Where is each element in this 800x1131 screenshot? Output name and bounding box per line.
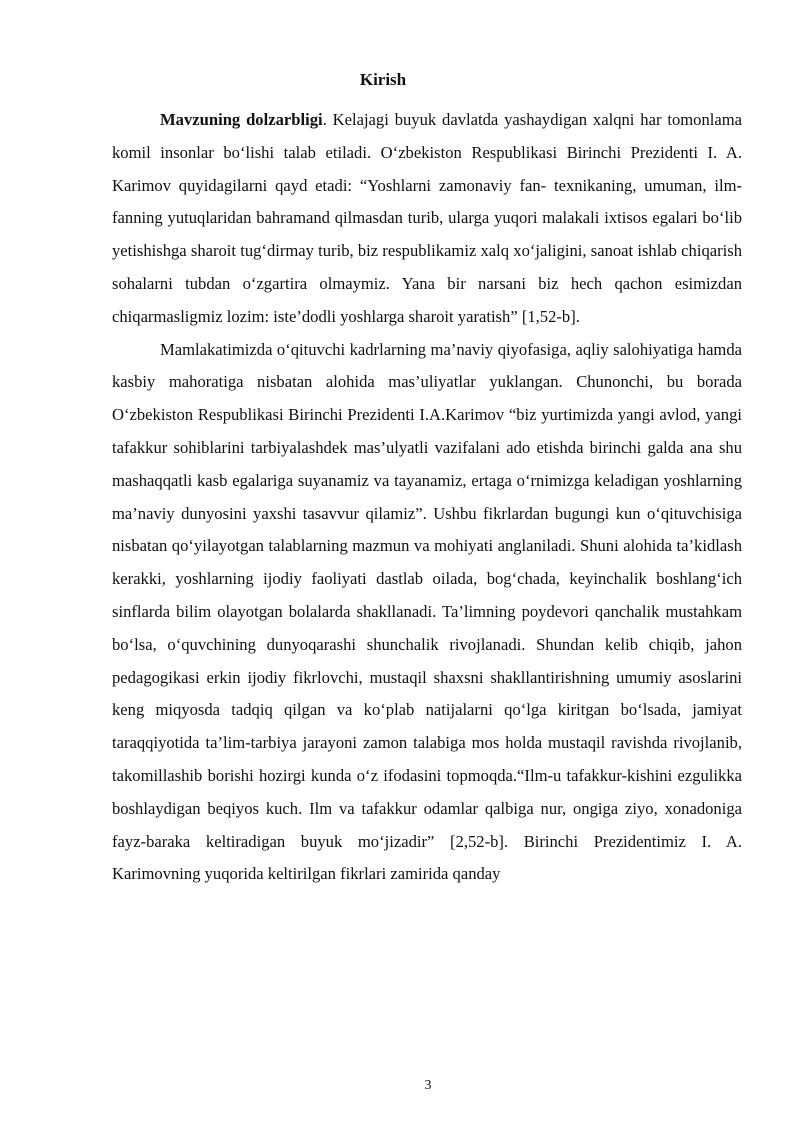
page-number: 3 [424,1078,432,1093]
paragraph-lead: Mavzuning dolzarbligi [160,110,323,129]
section-title: Kirish [359,70,407,89]
paragraph-teachers [112,334,742,892]
paragraph-text: . Kelajagi buyuk davlatda yashaydigan xalqni har tomonlama komil insonlar boʻlishi talab etiladi. Oʻzbekiston Respublikasi Birinchi Prezidenti I. A. Karimov quyidagilarni qayd etadi: “Yoshlarni zamonaviy fan- texnikaning, umuman, ilm-fanning yutuqlaridan bahramand qilmasdan turib, ularga yuqori malakali ixtisos egalari boʻlib yetishishga sharoit tugʻdirmay turib, biz respublikamiz xalq xoʻjaligini, sanoat ishlab chiqarish sohalarni tubdan oʻzgartira olmaymiz. Yana bir narsani biz hech qachon esimizdan chiqarmasligmiz lozim: iste’dodli yoshlarga sharoit yaratish” [1,52-b]. [112,110,742,326]
paragraph-relevance [112,104,742,334]
paragraph-text: Mamlakatimizda oʻqituvchi kadrlarning ma’naviy qiyofasiga, aqliy salohiyatiga hamda kasbiy mahoratiga nisbatan alohida mas’uliyatlar yuklangan. Chunonchi, bu borada Oʻzbekiston Respublikasi Birinchi Prezidenti I.A.Karimov “biz yurtimizda yangi avlod, yangi tafakkur sohiblarini tarbiyalashdek mas’ulyatli vazifalani ado etishda birinchi galda ana shu mashaqqatli kasb egalariga suyanamiz va tayanamiz, ertaga oʻrnimizga keladigan yoshlarning ma’naviy dunyosini yaxshi tasavvur qilamiz”. Ushbu fikrlardan bugungi kun oʻqituvchisiga nisbatan qoʻyilayotgan talablarning mazmun va mohiyati anglaniladi. Shuni alohida ta’kidlash kerakki, yoshlarning ijodiy faoliyati dastlab oilada, bogʻchada, keyinchalik boshlangʻich sinflarda bilim olayotgan bolalarda shakllanadi. Ta’limning poydevori qanchalik mustahkam boʻlsa, oʻquvchining dunyoqarashi shunchalik rivojlanadi. Shundan kelib chiqib, jahon pedagogikasi erkin ijodiy fikrlovchi, mustaqil shaxsni shakllantirishning umumiy asoslarini keng miqyosda tadqiq qilgan va koʻplab natijalarni qoʻlga kiritgan boʻlsada, jamiyat taraqqiyotida ta’lim-tarbiya jarayoni zamon talabiga mos holda mustaqil ravishda rivojlanib, takomillashib borishi hozirgi kunda oʻz ifodasini topmoqda.“Ilm-u tafakkur-kishini ezgulikka boshlaydigan beqiyos kuch. Ilm va tafakkur odamlar qalbiga nur, ongiga ziyo, xonadoniga fayz-baraka keltiradigan buyuk moʻjizadir” [2,52-b]. Birinchi Prezidentimiz I. A. Karimovning yuqorida keltirilgan fikrlari zamirida qanday [112,339,742,884]
body-text [112,104,742,891]
